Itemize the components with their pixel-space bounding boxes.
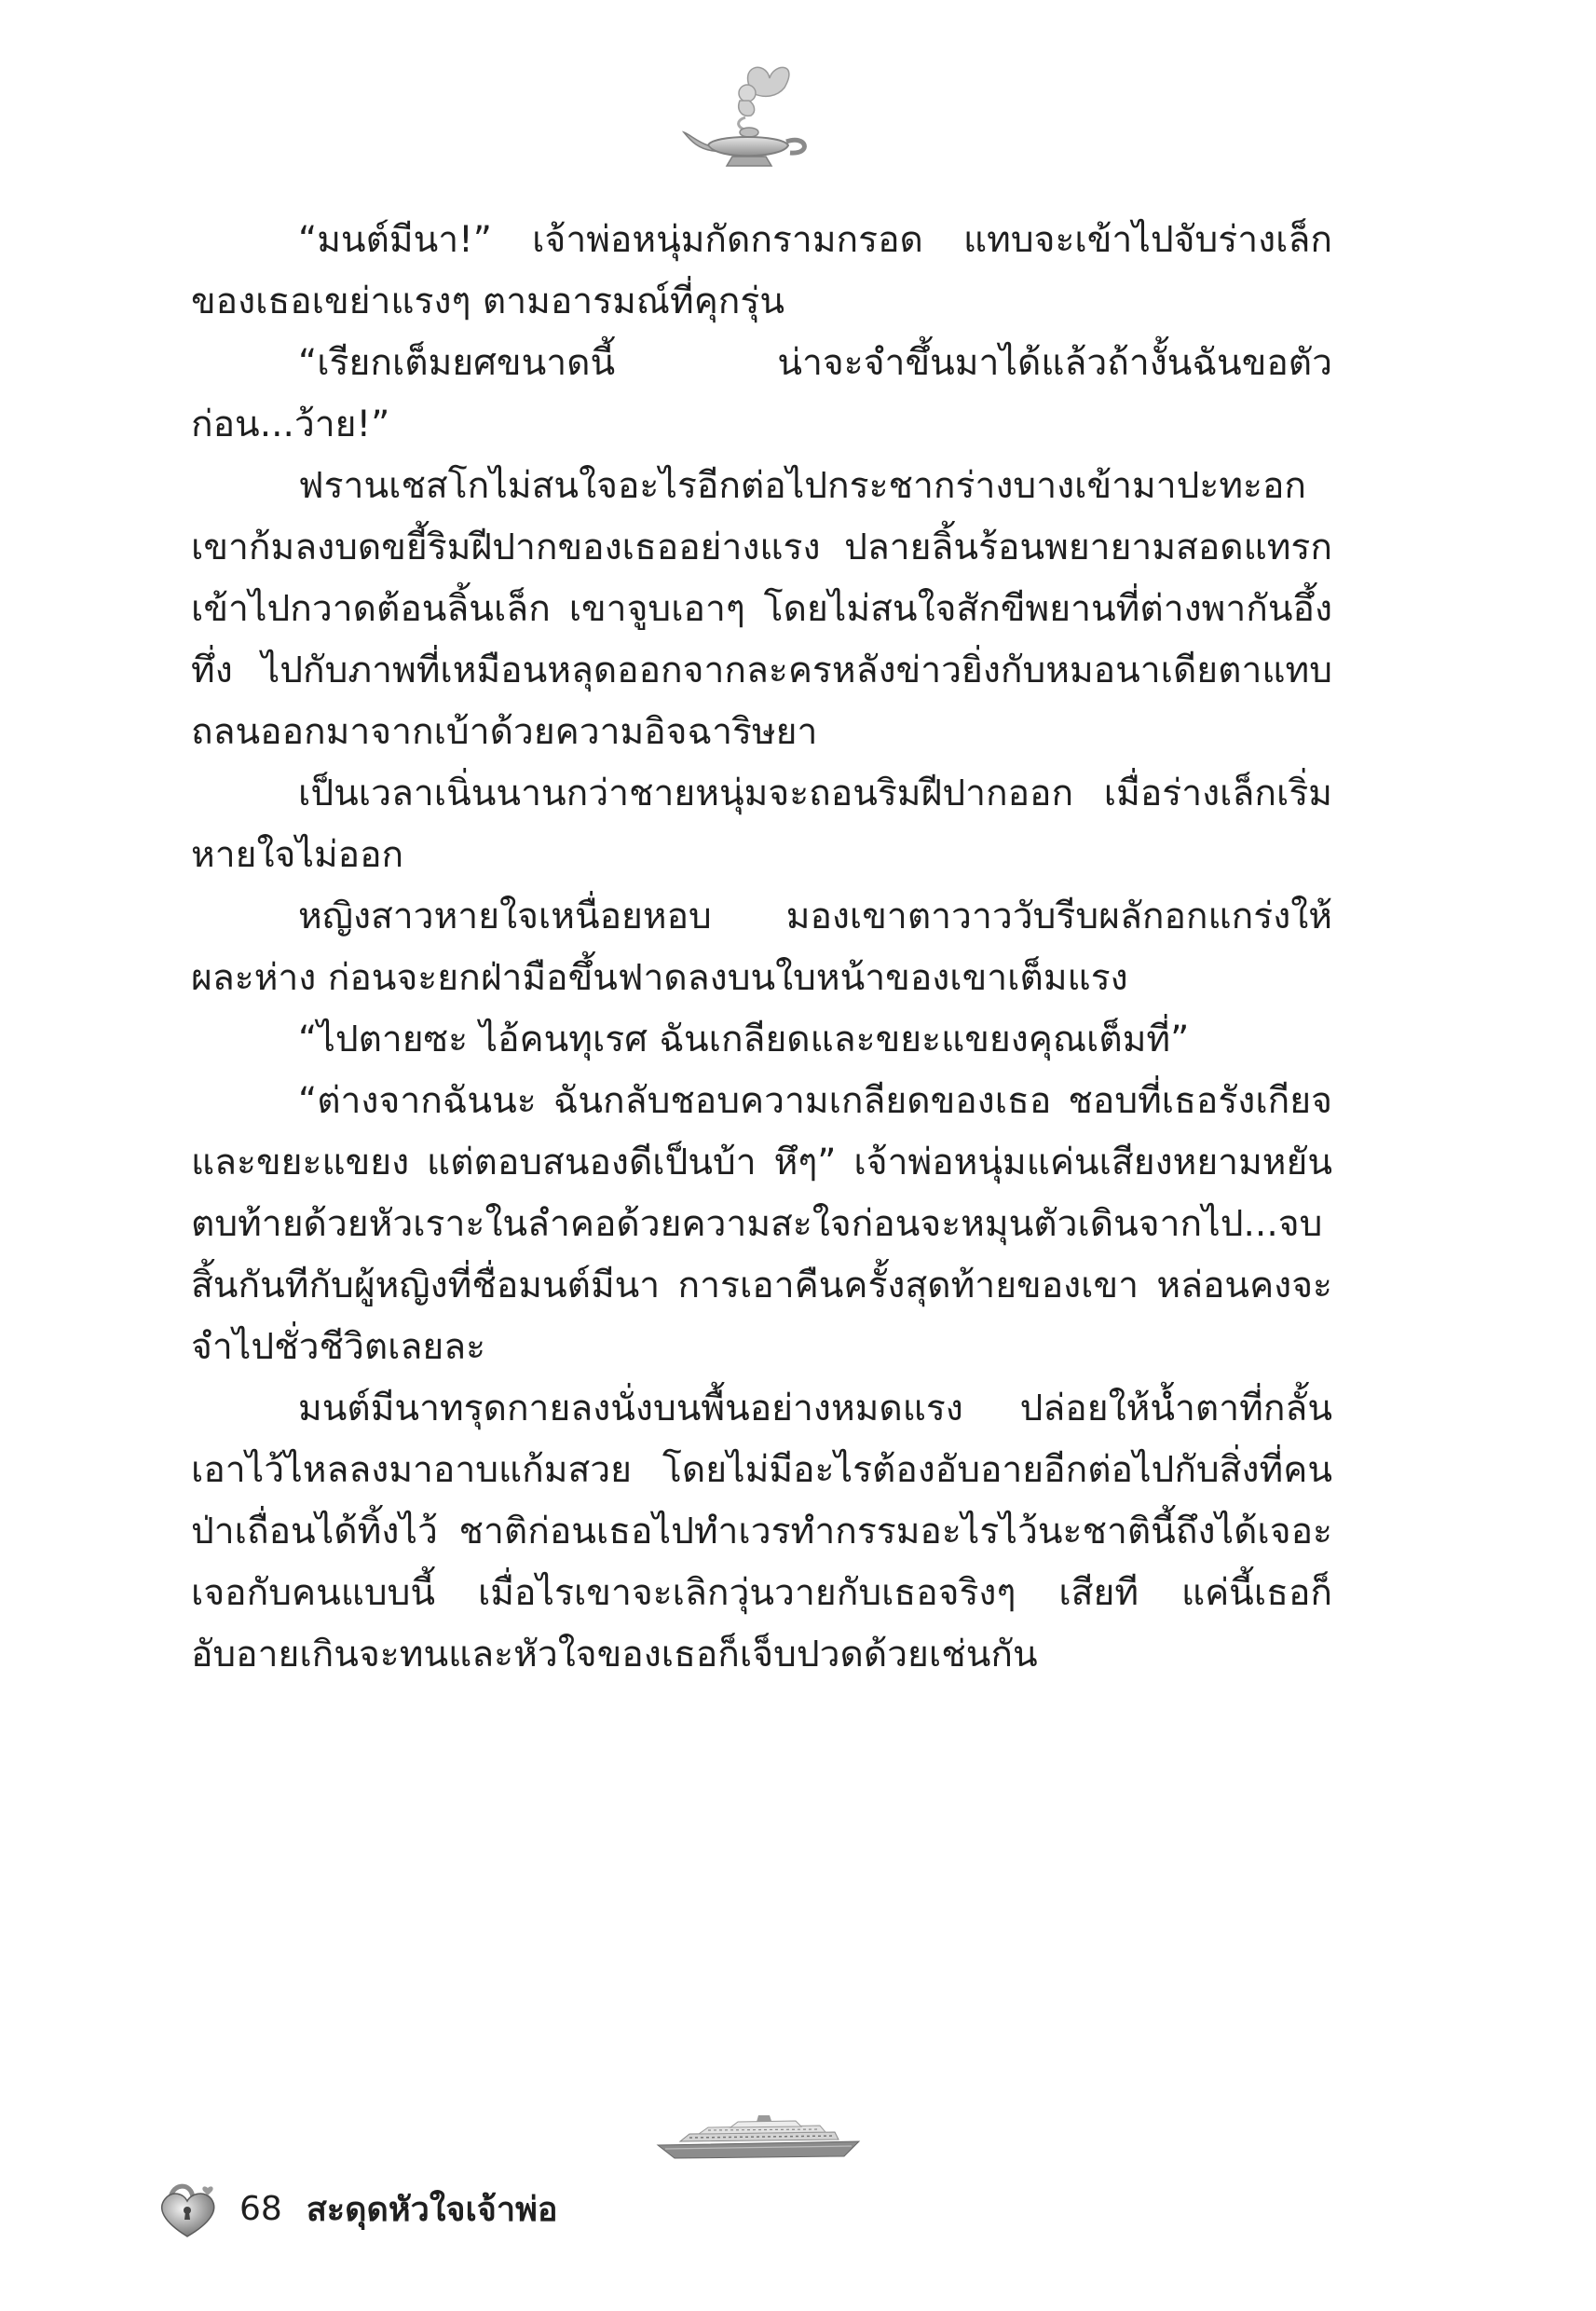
paragraph: “เรียกเต็มยศขนาดนี้ น่าจะจำขึ้นมาได้แล้วถ้างั้นฉันขอตัวก่อน...ว้าย!” <box>191 342 1332 445</box>
paragraph: หญิงสาวหายใจเหนื่อยหอบ มองเขาตาวาววับรีบผลักอกแกร่งให้ผละห่าง ก่อนจะยกฝ่ามือขึ้นฟาดลงบนใบหน้าของเขาเต็มแรง <box>191 896 1332 999</box>
heart-padlock-icon <box>154 2175 221 2242</box>
page-footer <box>154 2171 557 2246</box>
paragraph: เป็นเวลาเนิ่นนานกว่าชายหนุ่มจะถอนริมฝีปากออก เมื่อร่างเล็กเริ่มหายใจไม่ออก <box>191 773 1332 876</box>
body-text <box>191 210 1332 1686</box>
book-title: สะดุดหัวใจเจ้าพ่อ <box>306 2190 558 2229</box>
genie-lamp-with-cupid-icon <box>680 56 820 172</box>
page-number: 68 <box>239 2189 282 2228</box>
cruise-ship-icon <box>652 2113 866 2162</box>
paragraph: “มนต์มีนา!” เจ้าพ่อหนุ่มกัดกรามกรอด แทบจะเข้าไปจับร่างเล็กของเธอเขย่าแรงๆ ตามอารมณ์ที่คุกรุ่น <box>191 219 1332 322</box>
paragraph: “ต่างจากฉันนะ ฉันกลับชอบความเกลียดของเธอ ชอบที่เธอรังเกียจและขยะแขยง แต่ตอบสนองดีเป็นบ้า หึๆ” เจ้าพ่อหนุ่มแค่นเสียงหยามหยัน ตบท้ายด้วยหัวเราะในลำคอด้วยความสะใจก่อนจะหมุนตัวเดินจากไป...จบสิ้นกันทีกับผู้หญิงที่ชื่อมนต์มีนา การเอาคืนครั้งสุดท้ายของเขา หล่อนคงจะจำไปชั่วชีวิตเลยละ <box>191 1080 1332 1368</box>
paragraph: มนต์มีนาทรุดกายลงนั่งบนพื้นอย่างหมดแรง ปล่อยให้น้ำตาที่กลั้นเอาไว้ไหลลงมาอาบแก้มสวย โดยไม่มีอะไรต้องอับอายอีกต่อไปกับสิ่งที่คนป่าเถื่อนได้ทิ้งไว้ ชาติก่อนเธอไปทำเวรทำกรรมอะไรไว้นะชาตินี้ถึงได้เจอะเจอกับคนแบบนี้ เมื่อไรเขาจะเลิกวุ่นวายกับเธอจริงๆ เสียที แค่นี้เธอก็อับอายเกินจะทนและหัวใจของเธอก็เจ็บปวดด้วยเช่นกัน <box>191 1388 1332 1675</box>
paragraph: ฟรานเชสโกไม่สนใจอะไรอีกต่อไปกระชากร่างบางเข้ามาปะทะอกเขาก้มลงบดขยี้ริมฝีปากของเธออย่างแรง ปลายลิ้นร้อนพยายามสอดแทรกเข้าไปกวาดต้อนลิ้นเล็ก เขาจูบเอาๆ โดยไม่สนใจสักขีพยานที่ต่างพากันอึ้ง ทึ่ง ไปกับภาพที่เหมือนหลุดออกจากละครหลังข่าวยิ่งกับหมอนาเดียตาแทบถลนออกมาจากเบ้าด้วยความอิจฉาริษยา <box>191 465 1332 753</box>
paragraph: “ไปตายซะ ไอ้คนทุเรศ ฉันเกลียดและขยะแขยงคุณเต็มที่” <box>298 1019 1190 1060</box>
